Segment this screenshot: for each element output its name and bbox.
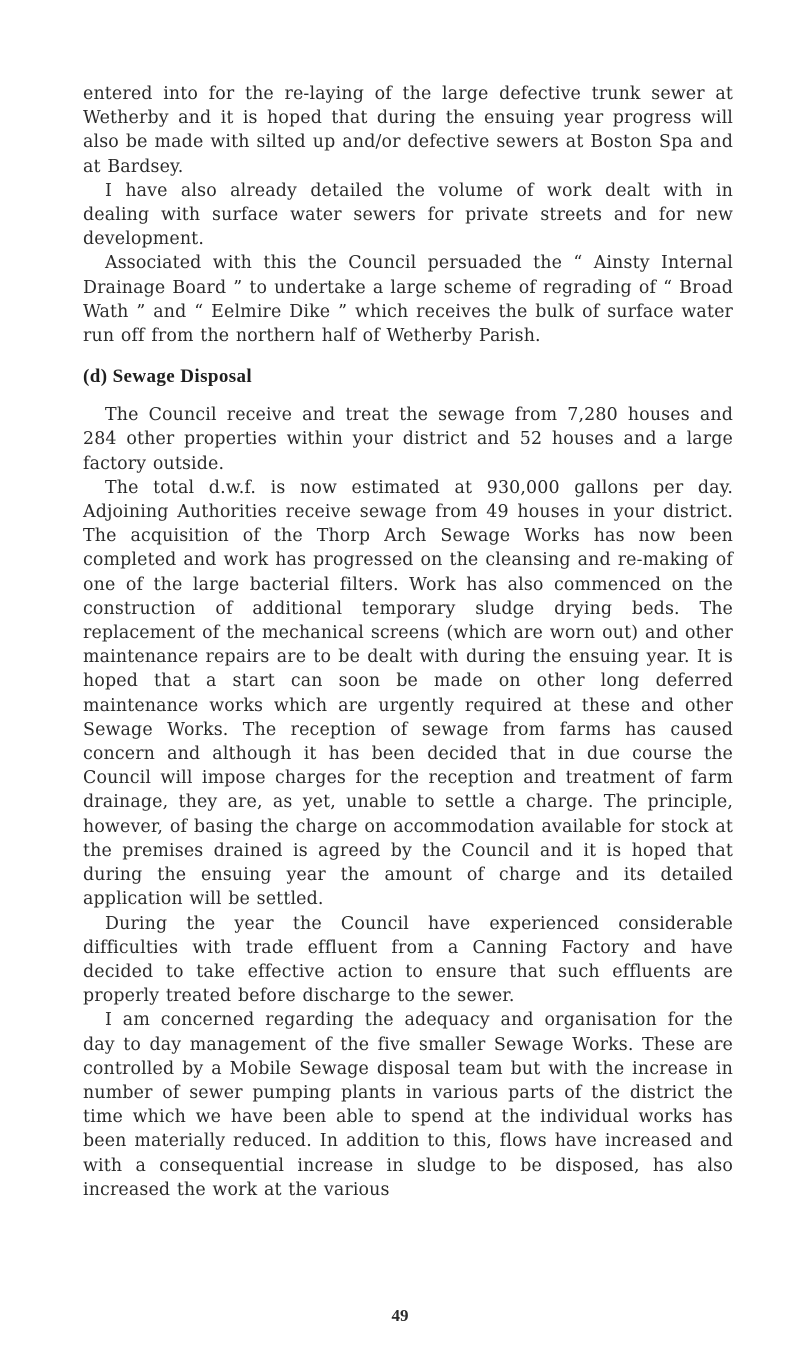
paragraph-trunk-sewer: entered into for the re-laying of the large defective trunk sewer at Wetherby and it is hoped that during the ensuing year progress will also be made with silted up and/or defective sewers at Boston Spa and at Bardsey. [83, 84, 733, 177]
paragraph-dwf-estimate: The total d.w.f. is now estimated at 930,000 gallons per day. Adjoining Authorities receive sewage from 49 houses in your district. The acquisition of the Thorp Arch Sewage Works has now been completed and work has progressed on the cleansing and re-making of one of the large bacterial filters. Work has also commenced on the construction of additional temporary sludge drying beds. The replacement of the mechanical screens (which are worn out) and other maintenance repairs are to be dealt with during the ensuing year. It is hoped that a start can soon be made on other long deferred maintenance works which are urgently required at these and other Sewage Works. The reception of sewage from farms has caused concern and although it has been decided that in due course the Council will impose charges for the reception and treatment of farm drainage, they are, as yet, unable to settle a charge. The principle, however, of basing the charge on accommodation available for stock at the premises drained is agreed by the Council and it is hoped that during the ensuing year the amount of charge and its detailed application will be settled. [83, 477, 733, 910]
paragraph-ainsty-drainage: Associated with this the Council persuaded the “ Ainsty Internal Drainage Board ” to undertake a large scheme of regrading of “ Broad Wath ” and “ Eelmire Dike ” which receives the bulk of surface water run off from the northern half of Wetherby Parish. [83, 253, 733, 347]
page-number: 49 [391, 1306, 409, 1325]
section-heading-sewage-disposal: (d) Sewage Disposal [83, 366, 253, 388]
paragraph-sewage-houses: The Council receive and treat the sewage from 7,280 houses and 284 other properties within your district and 52 houses and a large factory outside. [83, 405, 733, 474]
document-page [83, 82, 733, 1202]
paragraph-trade-effluent: During the year the Council have experienced considerable difficulties with trade effluent from a Canning Factory and have decided to take effective action to ensure that such effluents are properly treated before discharge to the sewer. [83, 913, 733, 1007]
paragraph-smaller-works: I am concerned regarding the adequacy and organisation for the day to day management of the five smaller Sewage Works. These are controlled by a Mobile Sewage disposal team but with the increase in number of sewer pumping plants in various parts of the district the time which we have been able to spend at the individual works has been materially reduced. In addition to this, flows have increased and with a consequential increase in sludge to be disposed, has also increased the work at the various [83, 1010, 733, 1200]
paragraph-surface-water: I have also already detailed the volume of work dealt with in dealing with surface water sewers for private streets and for new development. [83, 180, 733, 250]
